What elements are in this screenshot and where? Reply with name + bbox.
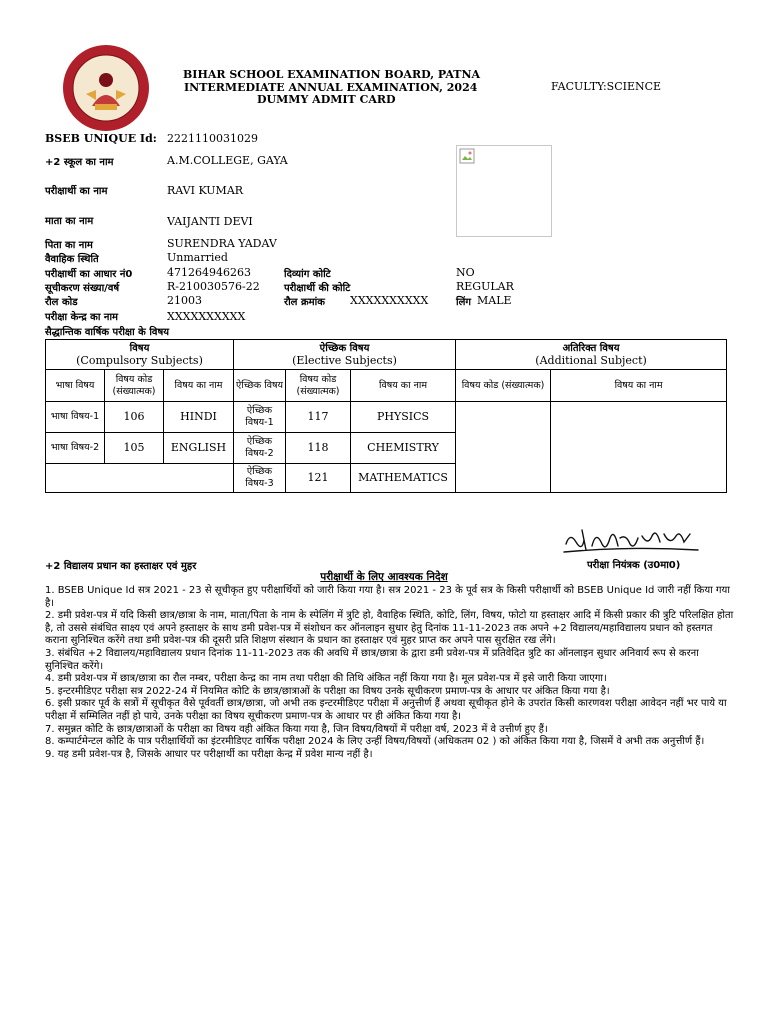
additional-header: अतिरिक्त विषय (Additional Subject): [456, 340, 727, 370]
controller-signature: [560, 524, 702, 558]
unique-id-label: BSEB UNIQUE Id:: [45, 132, 157, 145]
instruction-item: 6. इसी प्रकार पूर्व के सत्रों में सूचीकृत वैसे पूर्ववर्ती छात्र/छात्रा, जो अभी तक इन्टरमीडिएट परीक्षा में अनुत्तीर्ण हैं अथवा सूचीकृत होने के उपरांत किसी कारणवश परीक्षा आवेदन नहीं भर पाये या परीक्षा में सम्मिलित नहीं हो पाये, उनके परीक्षा का विषय सूचीकरण प्रमाण-पत्र के आधार पर ही अंकित किया गया है।: [45, 698, 727, 722]
elective-code-2: 118: [286, 433, 351, 464]
candidate-photo: [456, 145, 552, 237]
table-row: [46, 402, 727, 433]
unique-id-value: 2221110031029: [167, 132, 258, 145]
col-language-subject: भाषा विषय: [46, 370, 105, 402]
elective-code-3: 121: [286, 464, 351, 493]
marital-status-label: वैवाहिक स्थिति: [45, 254, 99, 265]
roll-code-value: 21003: [167, 294, 202, 307]
instruction-item: 3. संबंधित +2 विद्यालय/महाविद्यालय प्रधान दिनांक 11-11-2023 तक की अवधि में छात्र/छात्रा के द्वारा डमी प्रवेश-पत्र में प्रतिवेदित त्रुटि का ऑनलाइन सुधार अनिवार्य रूप से करना सुनिश्चित करेंगे।: [45, 647, 699, 672]
instructions-list: [45, 585, 735, 761]
broken-image-icon: [459, 148, 475, 164]
board-name: BIHAR SCHOOL EXAMINATION BOARD, PATNA: [183, 68, 481, 81]
registration-label: सूचीकरण संख्या/वर्ष: [45, 283, 120, 294]
compulsory-empty-cell: [46, 464, 234, 493]
elective-name-2: CHEMISTRY: [351, 433, 456, 464]
father-name-value: SURENDRA YADAV: [167, 237, 277, 250]
exam-name: INTERMEDIATE ANNUAL EXAMINATION, 2024: [184, 81, 478, 94]
col-elective-subject: ऐच्छिक विषय: [234, 370, 286, 402]
col-compulsory-code: विषय कोड (संख्यात्मक): [105, 370, 164, 402]
elective-header: ऐच्छिक विषय (Elective Subjects): [234, 340, 456, 370]
instruction-item: 4. डमी प्रवेश-पत्र में छात्र/छात्रा का रौल नम्बर, परीक्षा केन्द्र का नाम तथा परीक्षा की तिथि अंकित नहीं किया गया है। मूल प्रवेश-पत्र में इसे जारी किया जाएगा।: [45, 673, 607, 685]
registration-value: R-210030576-22: [167, 280, 260, 293]
instruction-item: 1. BSEB Unique Id सत्र 2021 - 23 से सूचीकृत हुए परीक्षार्थियों को जारी किया गया है। सत्र 2021 - 23 के पूर्व सत्र के किसी परीक्षार्थी को BSEB Unique Id जारी नहीं किया गया है।: [45, 585, 730, 609]
instruction-item: 2. डमी प्रवेश-पत्र में यदि किसी छात्र/छात्रा के नाम, माता/पिता के नाम के स्पेलिंग में त्रुटि हो, वैवाहिक स्थिति, कोटि, लिंग, विषय, फोटो या हस्ताक्षर आदि में किसी प्रकार की त्रुटि परिलक्षित होता है, तो उससे संबंधित साक्ष्य एवं अपने हस्ताक्षर के साथ डमी प्रवेश-पत्र में संशोधन कर ऑनलाइन सुधार हेतु दिनांक 11-11-2023 तक अपने +2 विद्यालय/महाविद्यालय प्रधान को हस्तगत कराना सुनिश्चित करेंगे तथा डमी प्रवेश-पत्र की दूसरी प्रति शिक्षण संस्थान के प्रधान का हस्ताक्षर एवं मुहर प्राप्त कर अपने पास सुरक्षित रख लेंगे।: [45, 610, 734, 647]
subjects-section-title: सैद्धान्तिक वार्षिक परीक्षा के विषय: [45, 327, 170, 338]
elective-label-3: ऐच्छिक विषय-3: [234, 464, 286, 493]
elective-label-1: ऐच्छिक विषय-1: [234, 402, 286, 433]
col-elective-code: विषय कोड (संख्यात्मक): [286, 370, 351, 402]
subjects-table: [45, 339, 727, 493]
elective-label-2: ऐच्छिक विषय-2: [234, 433, 286, 464]
gender-label: लिंग: [456, 297, 471, 308]
compulsory-label-1: भाषा विषय-1: [46, 402, 105, 433]
centre-value: XXXXXXXXXX: [167, 310, 246, 323]
category-label: परीक्षार्थी की कोटि: [284, 283, 351, 294]
category-value: REGULAR: [456, 280, 514, 293]
aadhar-label: परीक्षार्थी का आधार नं0: [45, 269, 133, 280]
compulsory-code-2: 105: [105, 433, 164, 464]
mother-name-label: माता का नाम: [45, 216, 94, 227]
instruction-item: 9. यह डमी प्रवेश-पत्र है, जिसके आधार पर परीक्षार्थी का परीक्षा केन्द्र में प्रवेश मान्य नहीं है।: [45, 748, 373, 760]
centre-label: परीक्षा केन्द्र का नाम: [45, 312, 119, 323]
candidate-name-label: परीक्षार्थी का नाम: [45, 186, 108, 197]
additional-name-cell: [551, 402, 727, 493]
instructions-title: परीक्षार्थी के लिए आवश्यक निदेश: [320, 571, 448, 583]
instruction-item: 5. इन्टरमीडिएट परीक्षा सत्र 2022-24 में नियमित कोटि के छात्र/छात्राओं के परीक्षा का विषय उनके सूचीकरण प्रमाण-पत्र के आधार पर अंकित किया गया है।: [45, 685, 610, 697]
school-value: A.M.COLLEGE, GAYA: [167, 154, 288, 167]
compulsory-label-2: भाषा विषय-2: [46, 433, 105, 464]
father-name-label: पिता का नाम: [45, 240, 93, 251]
elective-name-3: MATHEMATICS: [351, 464, 456, 493]
bseb-seal-logo: [62, 44, 150, 132]
candidate-name-value: RAVI KUMAR: [167, 184, 244, 197]
instruction-item: 8. कम्पार्टमेन्टल कोटि के पात्र परीक्षार्थियों का इंटरमीडिएट वार्षिक परीक्षा 2024 के लिए उन्हीं विषय/विषयों (अधिकतम 02 ) को अंकित किया गया है, जिसमें वे अभी तक अनुत्तीर्ण हैं।: [45, 736, 705, 748]
col-additional-name: विषय का नाम: [551, 370, 727, 402]
aadhar-value: 471264946263: [167, 266, 251, 279]
disabled-label: दिव्यांग कोटि: [284, 269, 331, 280]
compulsory-name-1: HINDI: [164, 402, 234, 433]
additional-code-cell: [456, 402, 551, 493]
compulsory-code-1: 106: [105, 402, 164, 433]
mother-name-value: VAIJANTI DEVI: [167, 215, 253, 228]
roll-number-label: रौल क्रमांक: [284, 297, 325, 308]
compulsory-name-2: ENGLISH: [164, 433, 234, 464]
elective-code-1: 117: [286, 402, 351, 433]
instruction-item: 7. समुन्नत कोटि के छात्र/छात्राओं के परीक्षा का विषय वही अंकित किया गया है, जिन विषय/विषयों में परीक्षा वर्ष, 2023 में वे उत्तीर्ण हुए हैं।: [45, 723, 548, 735]
col-additional-code: विषय कोड (संख्यात्मक): [456, 370, 551, 402]
controller-signature-label: परीक्षा नियंत्रक (उ0मा0): [587, 560, 681, 571]
roll-number-value: XXXXXXXXXX: [350, 294, 429, 307]
faculty: FACULTY:SCIENCE: [551, 80, 662, 93]
col-elective-name: विषय का नाम: [351, 370, 456, 402]
gender-value: MALE: [477, 294, 512, 307]
disabled-value: NO: [456, 266, 475, 279]
col-compulsory-name: विषय का नाम: [164, 370, 234, 402]
compulsory-header: विषय (Compulsory Subjects): [46, 340, 234, 370]
card-title: DUMMY ADMIT CARD: [257, 93, 396, 106]
elective-name-1: PHYSICS: [351, 402, 456, 433]
roll-code-label: रौल कोड: [45, 297, 78, 308]
school-label: +2 स्कूल का नाम: [45, 157, 114, 168]
principal-signature-label: +2 विद्यालय प्रधान का हस्ताक्षर एवं मुहर: [45, 561, 197, 572]
marital-status-value: Unmarried: [167, 251, 228, 264]
